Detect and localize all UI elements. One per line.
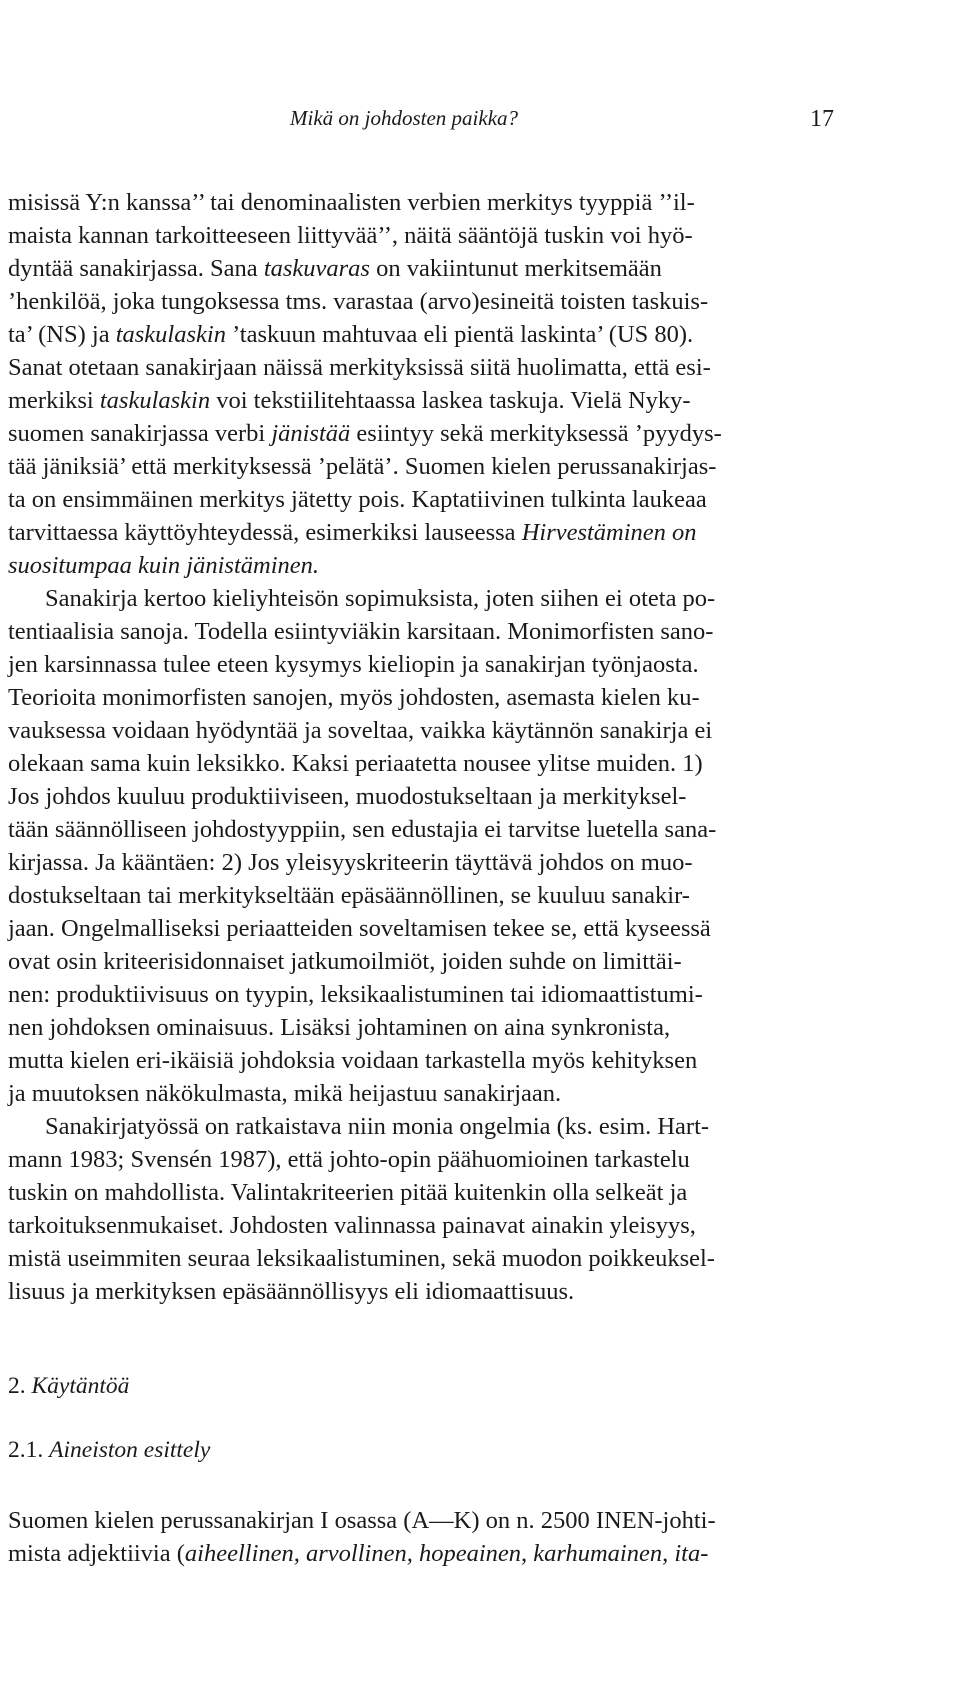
text-run: dyntää sanakirjassa. Sana [8,255,264,282]
text-line [8,450,840,483]
text-run: mistä useimmiten seuraa leksikaalistuminen, sekä muodon poikkeuksel- [8,1245,715,1272]
text-run: olekaan sama kuin leksikko. Kaksi periaatetta nousee ylitse muiden. 1) [8,750,703,777]
text-run: lisuus ja merkityksen epäsäännöllisyys eli idiomaattisuus. [8,1278,575,1305]
section-heading-2 [8,1373,129,1400]
text-run: misissä Y:n kanssa’’ tai denominaalisten verbien merkitys tyyppiä ’’il- [8,189,695,216]
text-line [8,1275,840,1308]
text-line [8,1176,840,1209]
text-run: Sanakirja kertoo kieliyhteisön sopimuksista, joten siihen ei oteta po- [45,585,716,612]
section-number: 2. [8,1373,26,1399]
text-line [8,912,840,945]
text-line [8,648,840,681]
text-line [8,351,840,384]
text-run: ’henkilöä, joka tungoksessa tms. varastaa (arvo)esineitä toisten taskuis- [8,288,709,315]
text-line [8,945,840,978]
text-run: ta on ensimmäinen merkitys jätetty pois. Kaptatiivinen tulkinta laukeaa [8,486,707,513]
paragraph [8,1110,840,1308]
text-line [8,681,840,714]
text-run: jen karsinnassa tulee eteen kysymys kieliopin ja sanakirjan työnjaosta. [8,651,699,678]
text-line [8,780,840,813]
section-title: Käytäntöä [31,1373,130,1399]
paragraph [8,1504,840,1570]
text-run: tentiaalisia sanoja. Todella esiintyviäkin karsitaan. Monimorfisten sano- [8,618,714,645]
text-run: Teorioita monimorfisten sanojen, myös johdosten, asemasta kielen ku- [8,684,700,711]
text-run: voi tekstiilitehtaassa laskea taskuja. Vielä Nyky- [210,387,691,414]
text-run: ovat osin kriteerisidonnaiset jatkumoilmiöt, joiden suhde on limittäi- [8,948,682,975]
text-run: nen: produktiivisuus on tyypin, leksikaalistuminen tai idiomaattistumi- [8,981,703,1008]
paragraph [8,186,840,582]
text-run: suomen sanakirjassa verbi [8,420,272,447]
text-run: kirjassa. Ja kääntäen: 2) Jos yleisyyskriteerin täyttävä johdos on muo- [8,849,693,876]
text-run: jaan. Ongelmalliseksi periaatteiden soveltamisen tekee se, että kyseessä [8,915,711,942]
text-run: nen johdoksen ominaisuus. Lisäksi johtaminen on aina synkronista, [8,1014,671,1041]
italic-term: jänistää [271,420,351,447]
text-line [8,1209,840,1242]
italic-term: Hirvestäminen on [521,519,697,546]
text-line [8,384,840,417]
text-run: mista adjektiivia ( [8,1540,185,1567]
text-line [8,252,840,285]
text-line [8,978,840,1011]
text-line [8,1537,840,1570]
italic-term: taskuvaras [263,255,370,282]
text-run: mann 1983; Svensén 1987), että johto-opin päähuomioinen tarkastelu [8,1146,690,1173]
text-line [8,747,840,780]
text-line [8,483,840,516]
text-run: tään säännölliseen johdostyyppiin, sen edustajia ei tarvitse luetella sana- [8,816,717,843]
text-line [8,1504,840,1537]
text-run: esiintyy sekä merkityksessä ’pyydys- [350,420,722,447]
text-run: tarvittaessa käyttöyhteydessä, esimerkiksi lauseessa [8,519,522,546]
text-line [8,417,840,450]
text-line [8,714,840,747]
subsection-title: Aineiston esittely [49,1437,211,1463]
text-line [8,846,840,879]
text-line [8,219,840,252]
text-line [8,285,840,318]
running-header [290,106,834,146]
section-heading-2-1 [8,1437,210,1464]
text-run: tää jäniksiä’ että merkityksessä ’pelätä’. Suomen kielen perussanakirjas- [8,453,717,480]
text-line [8,1143,840,1176]
text-run: ’taskuun mahtuvaa eli pientä laskinta’ (US 80). [225,321,694,348]
text-run: ta’ (NS) ja [8,321,116,348]
text-run: Sanat otetaan sanakirjaan näissä merkityksissä siitä huolimatta, että esi- [8,354,711,381]
text-line [8,1044,840,1077]
text-line [8,1077,840,1110]
subsection-number: 2.1. [8,1437,44,1463]
italic-term: taskulaskin [99,387,211,414]
text-line [8,1110,840,1143]
text-run: mutta kielen eri-ikäisiä johdoksia voidaan tarkastella myös kehityksen [8,1047,698,1074]
italic-term: taskulaskin [115,321,226,348]
italic-term: suositumpaa kuin jänistäminen. [8,552,320,579]
text-run: maista kannan tarkoitteeseen liittyvää’’, näitä sääntöjä tuskin voi hyö- [8,222,693,249]
text-line [8,1011,840,1044]
text-line [8,549,840,582]
text-run: on vakiintunut merkitsemään [369,255,662,282]
text-run: Sanakirjatyössä on ratkaistava niin monia ongelmia (ks. esim. Hart- [45,1113,710,1140]
text-run: tarkoituksenmukaiset. Johdosten valinnassa painavat ainakin yleisyys, [8,1212,696,1239]
final-paragraph [8,1504,840,1570]
text-run: Jos johdos kuuluu produktiiviseen, muodostukseltaan ja merkityksel- [8,783,687,810]
text-run: tuskin on mahdollista. Valintakriteerien pitää kuitenkin olla selkeät ja [8,1179,688,1206]
running-title: Mikä on johdosten paikka? [290,106,519,130]
text-line [8,813,840,846]
paragraph [8,582,840,1110]
text-line [8,1242,840,1275]
text-line [8,582,840,615]
italic-term: aiheellinen, arvollinen, hopeainen, karhumainen, ita- [184,1540,709,1567]
text-line [8,615,840,648]
text-line [8,516,840,549]
text-line [8,879,840,912]
text-run: ja muutoksen näkökulmasta, mikä heijastuu sanakirjaan. [8,1080,562,1107]
text-line [8,318,840,351]
page-number: 17 [810,106,834,132]
text-line [8,186,840,219]
text-run: merkiksi [8,387,100,414]
text-run: Suomen kielen perussanakirjan I osassa (A—K) on n. 2500 INEN-johti- [8,1507,716,1534]
text-run: vauksessa voidaan hyödyntää ja soveltaa, vaikka käytännön sanakirja ei [8,717,713,744]
text-run: dostukseltaan tai merkitykseltään epäsäännöllinen, se kuuluu sanakir- [8,882,690,909]
body-text [8,186,840,1308]
